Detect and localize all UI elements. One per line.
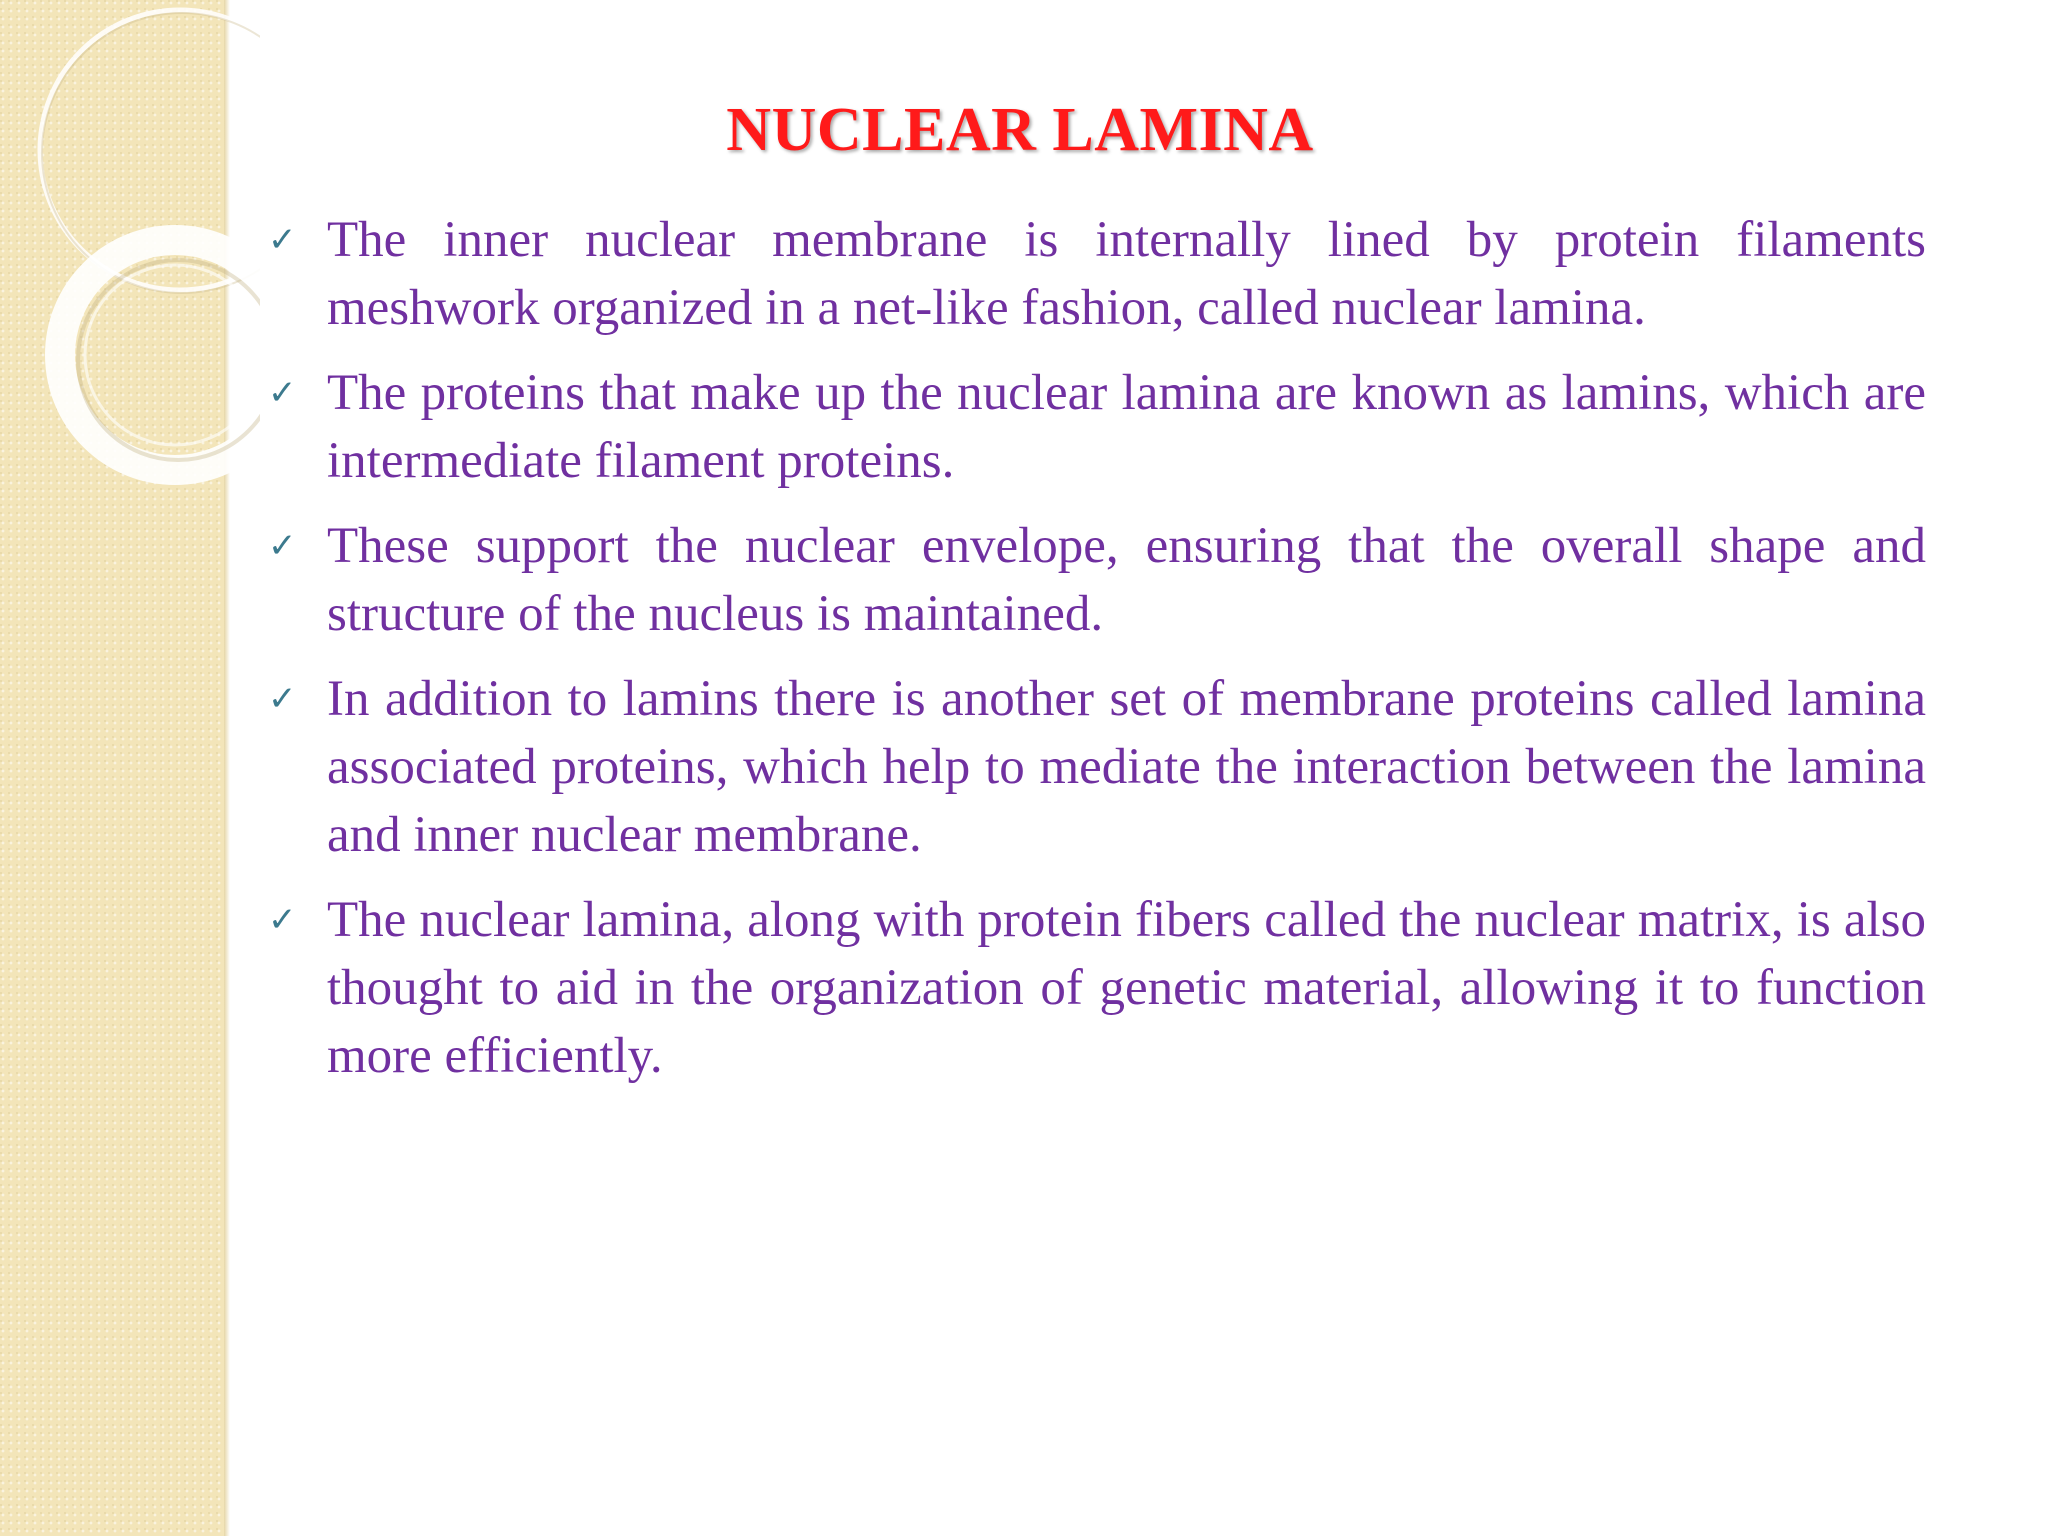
bullet-item: [262, 665, 1926, 869]
bullet-item: [262, 512, 1926, 648]
bullet-text: The nuclear lamina, along with protein fibers called the nuclear matrix, is also thought to aid in the organization of genetic material, allowing it to function more efficiently.: [327, 892, 1926, 1084]
slide-title: NUCLEAR LAMINA: [726, 96, 1314, 164]
bullet-text: These support the nuclear envelope, ensuring that the overall shape and structure of the nucleus is maintained.: [327, 518, 1926, 642]
bullet-text: The proteins that make up the nuclear lamina are known as lamins, which are intermediate filament proteins.: [327, 365, 1926, 489]
bullet-item: [262, 359, 1926, 495]
bullet-text: The inner nuclear membrane is internally lined by protein filaments meshwork organized in a net-like fashion, called nuclear lamina.: [327, 212, 1926, 336]
check-mark-icon: ✓: [268, 526, 297, 566]
decorative-rings: [0, 0, 260, 520]
check-mark-icon: ✓: [268, 679, 297, 719]
check-mark-icon: ✓: [268, 900, 297, 940]
check-mark-icon: ✓: [268, 220, 297, 260]
bullet-text: In addition to lamins there is another set of membrane proteins called lamina associated proteins, which help to mediate the interaction between the lamina and inner nuclear membrane.: [327, 671, 1926, 863]
bullet-list: [262, 206, 1926, 1107]
bullet-item: [262, 206, 1926, 342]
check-mark-icon: ✓: [268, 373, 297, 413]
bullet-item: [262, 886, 1926, 1090]
